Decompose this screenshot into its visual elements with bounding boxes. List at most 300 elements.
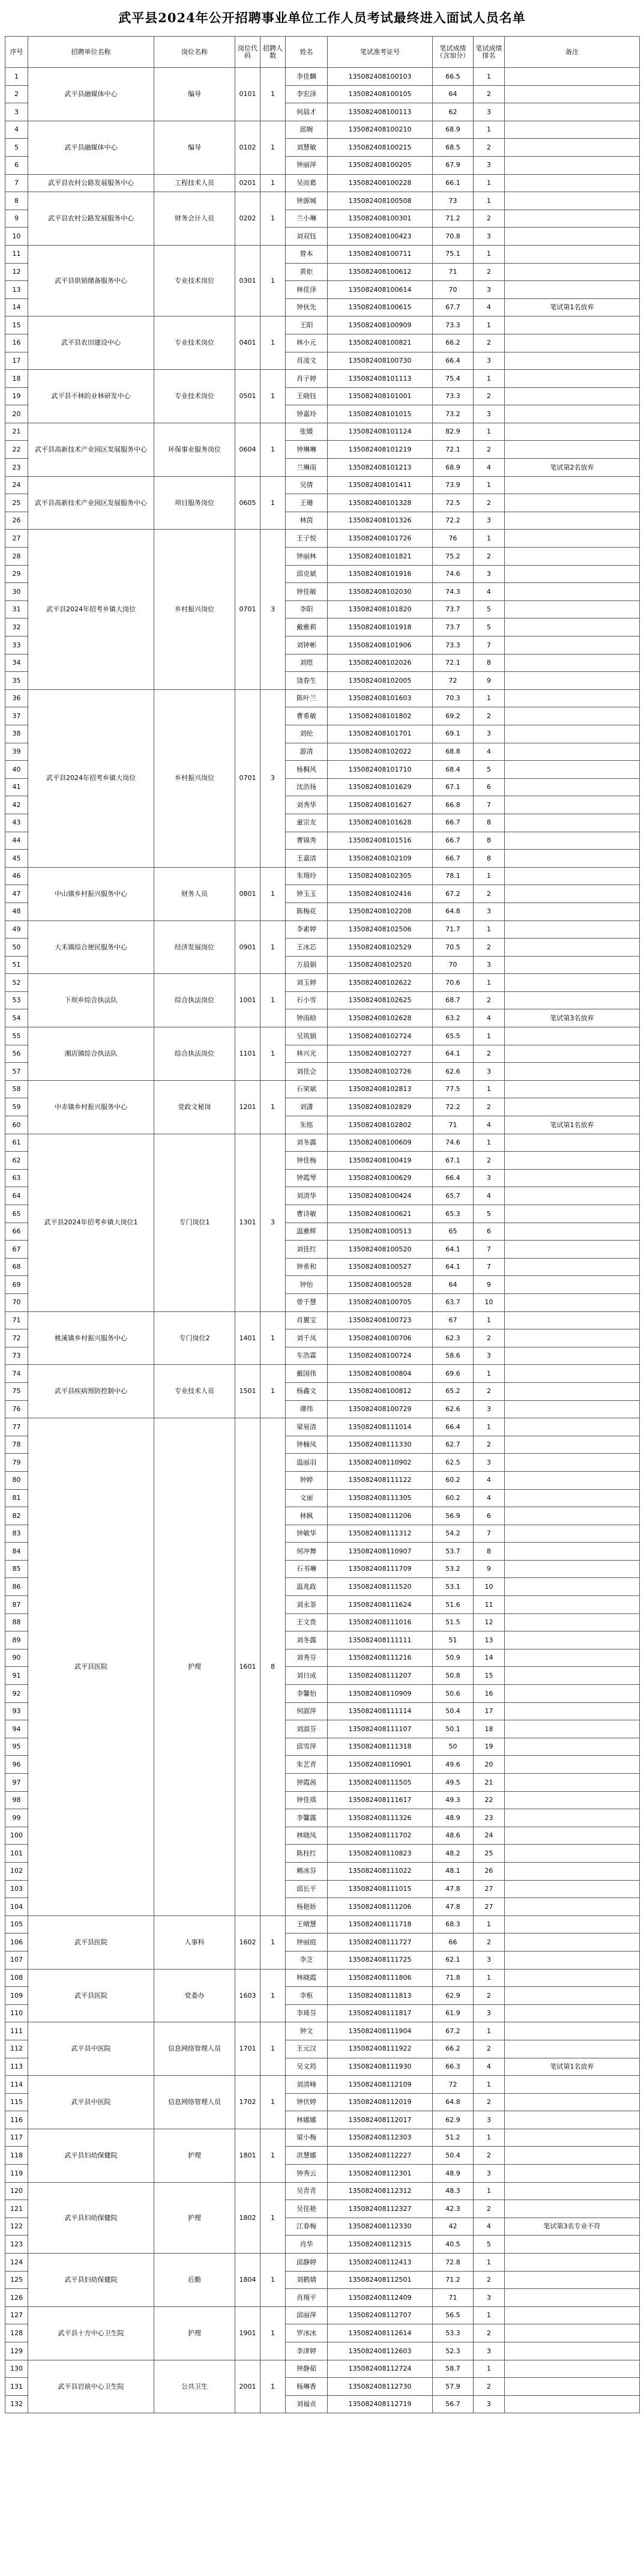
note-cell: [505, 423, 640, 441]
ticket-cell: 135082408102625: [328, 991, 433, 1009]
table-row: [5, 68, 640, 86]
score-cell: 62.5: [433, 1454, 474, 1472]
rank-cell: 27: [474, 1898, 505, 1916]
ticket-cell: 135082408101411: [328, 476, 433, 494]
row-seq: 51: [5, 956, 28, 974]
name-cell: 林兴光: [286, 1045, 328, 1063]
table-row: [5, 1915, 640, 1934]
score-cell: 71: [433, 2289, 474, 2307]
note-cell: [505, 1934, 640, 1952]
ticket-cell: 135082408111114: [328, 1702, 433, 1720]
name-cell: 曾本: [286, 245, 328, 263]
ticket-cell: 135082408100909: [328, 316, 433, 334]
unit-cell: 武平县农村公路发展服务中心: [28, 174, 154, 192]
note-cell: [505, 778, 640, 796]
score-cell: 73.7: [433, 618, 474, 636]
row-seq: 67: [5, 1241, 28, 1259]
row-seq: 124: [5, 2254, 28, 2272]
row-seq: 132: [5, 2395, 28, 2413]
rank-cell: 5: [474, 2236, 505, 2254]
row-seq: 130: [5, 2360, 28, 2378]
ticket-cell: 135082408102109: [328, 850, 433, 868]
row-seq: 55: [5, 1027, 28, 1045]
name-cell: 刘永茶: [286, 1596, 328, 1614]
rank-cell: 4: [474, 298, 505, 316]
name-cell: 钟婷: [286, 1471, 328, 1489]
ticket-cell: 135082408100205: [328, 156, 433, 174]
row-seq: 32: [5, 618, 28, 636]
score-cell: 74.6: [433, 1134, 474, 1152]
note-cell: [505, 2093, 640, 2111]
ticket-cell: 135082408100821: [328, 334, 433, 352]
row-seq: 53: [5, 991, 28, 1009]
name-cell: 王阳: [286, 316, 328, 334]
row-seq: 26: [5, 512, 28, 530]
row-seq: 5: [5, 139, 28, 157]
rank-cell: 6: [474, 1507, 505, 1525]
name-cell: 谭伟: [286, 1400, 328, 1418]
score-cell: 73.2: [433, 405, 474, 423]
name-cell: 王文贵: [286, 1613, 328, 1631]
table-row: [5, 121, 640, 139]
row-seq: 95: [5, 1738, 28, 1756]
rank-cell: 1: [474, 1080, 505, 1098]
score-cell: 73.3: [433, 316, 474, 334]
name-cell: 钟霞琴: [286, 1169, 328, 1187]
name-cell: 刘千凤: [286, 1329, 328, 1347]
row-seq: 97: [5, 1774, 28, 1792]
row-seq: 58: [5, 1080, 28, 1098]
unit-cell: 武平县医院: [28, 1915, 154, 1969]
table-row: [5, 2129, 640, 2147]
name-cell: 李津婷: [286, 2342, 328, 2360]
score-cell: 50.4: [433, 2147, 474, 2165]
score-cell: 51.5: [433, 1613, 474, 1631]
score-cell: 48.6: [433, 1827, 474, 1845]
row-seq: 4: [5, 121, 28, 139]
ticket-cell: 135082408112315: [328, 2236, 433, 2254]
ticket-cell: 135082408111922: [328, 2040, 433, 2058]
post-cell: 护理: [154, 2129, 235, 2182]
rank-cell: 3: [474, 1063, 505, 1081]
rank-cell: 2: [474, 2093, 505, 2111]
row-seq: 87: [5, 1596, 28, 1614]
note-cell: [505, 707, 640, 725]
post-cell: 专门岗位1: [154, 1134, 235, 1311]
note-cell: [505, 2004, 640, 2022]
score-cell: 51.2: [433, 2129, 474, 2147]
score-cell: 40.5: [433, 2236, 474, 2254]
rank-cell: 2: [474, 1987, 505, 2005]
name-cell: 石小雪: [286, 991, 328, 1009]
unit-cell: 武平县融媒体中心: [28, 121, 154, 174]
code-cell: 1701: [235, 2022, 260, 2076]
row-seq: 77: [5, 1418, 28, 1436]
rank-cell: 1: [474, 121, 505, 139]
name-cell: 李琦芬: [286, 2004, 328, 2022]
score-cell: 66.1: [433, 174, 474, 192]
row-seq: 1: [5, 68, 28, 86]
post-cell: 专业技术岗位: [154, 245, 235, 316]
num-cell: 1: [260, 2254, 286, 2307]
post-cell: 人事科: [154, 1915, 235, 1969]
note-cell: [505, 991, 640, 1009]
rank-cell: 3: [474, 2342, 505, 2360]
score-cell: 53.1: [433, 1578, 474, 1596]
row-seq: 65: [5, 1205, 28, 1223]
table-row: [5, 2076, 640, 2094]
name-cell: 钟佳敏: [286, 583, 328, 601]
post-cell: 党委办: [154, 1969, 235, 2022]
rank-cell: 3: [474, 281, 505, 299]
note-cell: [505, 1063, 640, 1081]
row-seq: 109: [5, 1987, 28, 2005]
note-cell: [505, 2111, 640, 2129]
name-cell: 邱丽萍: [286, 2306, 328, 2324]
note-cell: [505, 2360, 640, 2378]
name-cell: 邱长平: [286, 1880, 328, 1898]
row-seq: 118: [5, 2147, 28, 2165]
note-cell: [505, 618, 640, 636]
row-seq: 70: [5, 1293, 28, 1311]
score-cell: 67: [433, 1311, 474, 1329]
rank-cell: 3: [474, 2111, 505, 2129]
row-seq: 114: [5, 2076, 28, 2094]
ticket-cell: 135082408100629: [328, 1169, 433, 1187]
name-cell: 曹诗敏: [286, 1205, 328, 1223]
note-cell: [505, 1080, 640, 1098]
score-cell: 64: [433, 85, 474, 103]
rank-cell: 18: [474, 1720, 505, 1738]
score-cell: 48.9: [433, 1809, 474, 1827]
score-cell: 68.7: [433, 991, 474, 1009]
row-seq: 49: [5, 921, 28, 939]
name-cell: 钟敏华: [286, 1525, 328, 1543]
note-cell: [505, 2236, 640, 2254]
rank-cell: 6: [474, 1223, 505, 1241]
name-cell: 万晨娟: [286, 956, 328, 974]
name-cell: 肖翔平: [286, 2289, 328, 2307]
note-cell: [505, 689, 640, 707]
score-cell: 50.6: [433, 1685, 474, 1703]
note-cell: [505, 1134, 640, 1152]
name-cell: 梁易清: [286, 1418, 328, 1436]
note-cell: [505, 1205, 640, 1223]
note-cell: [505, 654, 640, 672]
row-seq: 68: [5, 1258, 28, 1276]
rank-cell: 1: [474, 1311, 505, 1329]
score-cell: 74.6: [433, 565, 474, 583]
ticket-cell: 135082408101710: [328, 761, 433, 779]
ticket-cell: 135082408111817: [328, 2004, 433, 2022]
ticket-cell: 135082408102829: [328, 1098, 433, 1116]
ticket-cell: 135082408111015: [328, 1880, 433, 1898]
row-seq: 110: [5, 2004, 28, 2022]
table-body: [5, 68, 640, 2413]
row-seq: 14: [5, 298, 28, 316]
row-seq: 73: [5, 1347, 28, 1365]
ticket-cell: 135082408111813: [328, 1987, 433, 2005]
ticket-cell: 135082408111107: [328, 1720, 433, 1738]
ticket-cell: 135082408110901: [328, 1756, 433, 1774]
rank-cell: 1: [474, 974, 505, 992]
rank-cell: 3: [474, 903, 505, 921]
unit-cell: 武平县高新技术产业园区发展服务中心: [28, 423, 154, 476]
score-cell: 82.9: [433, 423, 474, 441]
rank-cell: 4: [474, 2058, 505, 2076]
rank-cell: 1: [474, 245, 505, 263]
note-cell: [505, 2182, 640, 2200]
table-row: [5, 370, 640, 388]
score-cell: 71.2: [433, 2271, 474, 2289]
score-cell: 60.2: [433, 1489, 474, 1507]
note-cell: [505, 2165, 640, 2183]
ticket-cell: 135082408100105: [328, 85, 433, 103]
name-cell: 刘潇: [286, 1098, 328, 1116]
post-cell: 党政文秘岗: [154, 1080, 235, 1134]
name-cell: 李馨露: [286, 1809, 328, 1827]
rank-cell: 9: [474, 1560, 505, 1578]
score-cell: 65.2: [433, 1382, 474, 1400]
post-cell: 编导: [154, 68, 235, 121]
rank-cell: 1: [474, 1365, 505, 1383]
note-cell: [505, 210, 640, 228]
note-cell: [505, 334, 640, 352]
row-seq: 99: [5, 1809, 28, 1827]
score-cell: 60.2: [433, 1471, 474, 1489]
note-cell: [505, 316, 640, 334]
row-seq: 47: [5, 885, 28, 903]
name-cell: 吴筑娟: [286, 1027, 328, 1045]
score-cell: 73: [433, 192, 474, 210]
code-cell: 1601: [235, 1418, 260, 1916]
ticket-cell: 135082408100612: [328, 263, 433, 281]
rank-cell: 16: [474, 1685, 505, 1703]
rank-cell: 2: [474, 1382, 505, 1400]
post-cell: 专业技术人员: [154, 1365, 235, 1418]
score-cell: 67.9: [433, 156, 474, 174]
note-cell: [505, 1613, 640, 1631]
row-seq: 33: [5, 636, 28, 655]
note-cell: [505, 370, 640, 388]
post-cell: 专业技术岗位: [154, 370, 235, 423]
num-cell: 1: [260, 2129, 286, 2182]
num-cell: 1: [260, 2360, 286, 2413]
rank-cell: 2: [474, 1045, 505, 1063]
note-cell: [505, 1471, 640, 1489]
row-seq: 91: [5, 1667, 28, 1685]
rank-cell: 7: [474, 1241, 505, 1259]
score-cell: 71.8: [433, 1969, 474, 1987]
rank-cell: 2: [474, 1152, 505, 1170]
note-cell: [505, 512, 640, 530]
rank-cell: 26: [474, 1862, 505, 1880]
name-cell: 李佳麟: [286, 68, 328, 86]
rank-cell: 1: [474, 1418, 505, 1436]
score-cell: 72.2: [433, 512, 474, 530]
note-cell: [505, 1027, 640, 1045]
candidate-table: [5, 36, 640, 2413]
row-seq: 61: [5, 1134, 28, 1152]
name-cell: 王元汉: [286, 2040, 328, 2058]
ticket-cell: 135082408101701: [328, 725, 433, 743]
rank-cell: 8: [474, 814, 505, 832]
name-cell: 车浩霖: [286, 1347, 328, 1365]
score-cell: 62.6: [433, 1063, 474, 1081]
row-seq: 30: [5, 583, 28, 601]
name-cell: 钟怡: [286, 1276, 328, 1294]
row-seq: 59: [5, 1098, 28, 1116]
num-cell: 1: [260, 1311, 286, 1365]
row-seq: 41: [5, 778, 28, 796]
unit-cell: 武平县融媒体中心: [28, 68, 154, 121]
row-seq: 106: [5, 1934, 28, 1952]
row-seq: 119: [5, 2165, 28, 2183]
rank-cell: 17: [474, 1702, 505, 1720]
rank-cell: 12: [474, 1613, 505, 1631]
rank-cell: 4: [474, 459, 505, 477]
note-cell: [505, 1223, 640, 1241]
row-seq: 34: [5, 654, 28, 672]
post-cell: 乡村振兴岗位: [154, 530, 235, 689]
rank-cell: 1: [474, 2306, 505, 2324]
ticket-cell: 135082408112707: [328, 2306, 433, 2324]
code-cell: 1802: [235, 2182, 260, 2253]
score-cell: 70.3: [433, 689, 474, 707]
name-cell: 钟霞茜: [286, 1774, 328, 1792]
post-cell: 专业技术岗位: [154, 316, 235, 370]
note-cell: [505, 2200, 640, 2218]
num-cell: 1: [260, 2182, 286, 2253]
ticket-cell: 135082408112303: [328, 2129, 433, 2147]
name-cell: 文丽: [286, 1489, 328, 1507]
name-cell: 吴倩: [286, 476, 328, 494]
rank-cell: 1: [474, 2129, 505, 2147]
row-seq: 92: [5, 1685, 28, 1703]
rank-cell: 2: [474, 548, 505, 566]
name-cell: 林枫: [286, 1507, 328, 1525]
post-cell: 乡村振兴岗位: [154, 689, 235, 867]
ticket-cell: 135082408102416: [328, 885, 433, 903]
table-row: [5, 476, 640, 494]
score-cell: 58.7: [433, 2360, 474, 2378]
post-cell: 专门岗位2: [154, 1311, 235, 1365]
score-cell: 65.7: [433, 1187, 474, 1205]
code-cell: 1801: [235, 2129, 260, 2182]
note-cell: [505, 583, 640, 601]
note-cell: [505, 1098, 640, 1116]
name-cell: 王珊: [286, 494, 328, 512]
note-cell: [505, 1258, 640, 1276]
ticket-cell: 135082408101916: [328, 565, 433, 583]
rank-cell: 8: [474, 654, 505, 672]
table-row: [5, 1027, 640, 1045]
name-cell: 刘福贞: [286, 2395, 328, 2413]
rank-cell: 2: [474, 991, 505, 1009]
row-seq: 83: [5, 1525, 28, 1543]
row-seq: 56: [5, 1045, 28, 1063]
score-cell: 56.9: [433, 1507, 474, 1525]
post-cell: 项目服务岗位: [154, 476, 235, 530]
rank-cell: 1: [474, 867, 505, 885]
row-seq: 88: [5, 1613, 28, 1631]
ticket-cell: 135082408101918: [328, 618, 433, 636]
code-cell: 0202: [235, 192, 260, 246]
rank-cell: 3: [474, 956, 505, 974]
name-cell: 钟琳琳: [286, 441, 328, 459]
name-cell: 杨桐风: [286, 761, 328, 779]
score-cell: 66.4: [433, 1169, 474, 1187]
score-cell: 56.5: [433, 2306, 474, 2324]
note-cell: [505, 1382, 640, 1400]
row-seq: 29: [5, 565, 28, 583]
row-seq: 3: [5, 103, 28, 121]
ticket-cell: 135082408110823: [328, 1845, 433, 1863]
num-cell: 1: [260, 192, 286, 246]
row-seq: 7: [5, 174, 28, 192]
score-cell: 72.5: [433, 494, 474, 512]
row-seq: 54: [5, 1009, 28, 1027]
name-cell: 林茵: [286, 512, 328, 530]
unit-cell: 大禾镇综合便民服务中心: [28, 921, 154, 974]
post-cell: 信息网络管理人员: [154, 2076, 235, 2129]
note-cell: [505, 1898, 640, 1916]
score-cell: 67.2: [433, 885, 474, 903]
num-cell: 1: [260, 68, 286, 121]
note-cell: [505, 85, 640, 103]
name-cell: 童宗友: [286, 814, 328, 832]
note-cell: [505, 1720, 640, 1738]
row-seq: 127: [5, 2306, 28, 2324]
code-cell: 1603: [235, 1969, 260, 2022]
rank-cell: 2: [474, 139, 505, 157]
table-row: [5, 245, 640, 263]
note-cell: [505, 2129, 640, 2147]
rank-cell: 3: [474, 228, 505, 246]
score-cell: 50: [433, 1738, 474, 1756]
rank-cell: 2: [474, 2324, 505, 2342]
score-cell: 53.2: [433, 1560, 474, 1578]
ticket-cell: 135082408111326: [328, 1809, 433, 1827]
row-seq: 78: [5, 1436, 28, 1454]
note-cell: [505, 1596, 640, 1614]
score-cell: 70.5: [433, 939, 474, 957]
unit-cell: 武平县2024年招考乡镇大岗位: [28, 689, 154, 867]
ticket-cell: 135082408102622: [328, 974, 433, 992]
ticket-cell: 135082408101124: [328, 423, 433, 441]
note-cell: [505, 245, 640, 263]
unit-cell: 桃溪镇乡村振兴服务中心: [28, 1311, 154, 1365]
unit-cell: 武平县中医院: [28, 2076, 154, 2129]
post-cell: 财务会计人员: [154, 192, 235, 246]
note-cell: [505, 1880, 640, 1898]
table-row: [5, 1969, 640, 1987]
rank-cell: 2: [474, 85, 505, 103]
note-cell: [505, 387, 640, 405]
ticket-cell: 135082408112312: [328, 2182, 433, 2200]
ticket-cell: 135082408111111: [328, 1631, 433, 1649]
rank-cell: 4: [474, 583, 505, 601]
table-row: [5, 1080, 640, 1098]
rank-cell: 7: [474, 1258, 505, 1276]
ticket-cell: 135082408101906: [328, 636, 433, 655]
row-seq: 20: [5, 405, 28, 423]
score-cell: 73.7: [433, 600, 474, 618]
name-cell: 王子悦: [286, 530, 328, 548]
ticket-cell: 135082408100614: [328, 281, 433, 299]
row-seq: 93: [5, 1702, 28, 1720]
note-cell: [505, 903, 640, 921]
